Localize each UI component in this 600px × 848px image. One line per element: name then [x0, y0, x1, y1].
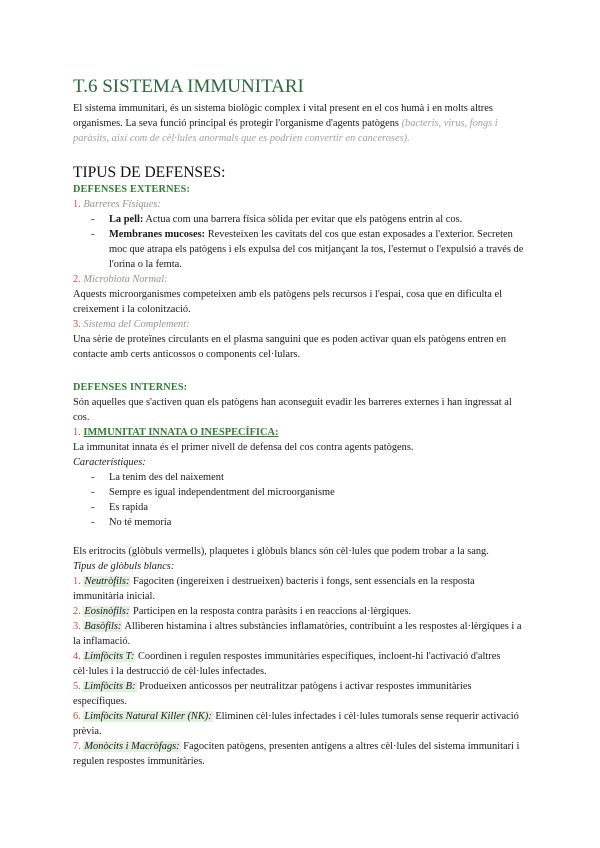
item-number: 3.: [73, 621, 81, 632]
innate-immunity-text: La immunitat innata és el primer nivell de defensa del cos contra agents patògens.: [73, 442, 414, 453]
list-item: - Es rapida: [109, 500, 525, 515]
list-item-term: La pell:: [109, 214, 144, 225]
wbc-types-label: Tipus de glòbuls blancs:: [73, 561, 175, 572]
item-number: 2.: [73, 606, 81, 617]
list-item: - La tenim des del naixement: [109, 470, 525, 485]
wbc-name: Limfòcits T:: [84, 651, 135, 662]
wbc-item: [73, 709, 525, 739]
wbc-item: [73, 604, 525, 619]
wbc-name: Limfòcits B:: [84, 681, 136, 692]
item-number: 1.: [73, 199, 81, 210]
wbc-text: Participen en la resposta contra paràsits i en reaccions al·lèrgiques.: [133, 606, 411, 617]
item-title: Sistema del Complement:: [83, 319, 190, 330]
intro-paragraph: [73, 101, 525, 146]
wbc-item: [73, 574, 525, 604]
defenses-heading: TIPUS DE DEFENSES:: [73, 164, 226, 181]
item-number: 4.: [73, 651, 81, 662]
item-number: 2.: [73, 274, 81, 285]
physical-barriers-title: [73, 197, 525, 212]
list-item: [109, 212, 525, 227]
intro-text: El sistema immunitari, és un sistema biològic complex i vital present en el cos humà i en molts altres organismes. La seva funció principal és protegir l'organisme d'agents patògens: [73, 103, 493, 129]
item-number: 1.: [73, 576, 81, 587]
wbc-name: Monòcits i Macròfags:: [84, 741, 180, 752]
innate-immunity-title: [73, 425, 525, 440]
wbc-item: [73, 679, 525, 709]
wbc-name: Eosinòfils:: [84, 606, 130, 617]
internal-defenses-heading: DEFENSES INTERNES:: [73, 382, 188, 393]
wbc-item: [73, 739, 525, 769]
microbiota-title: [73, 272, 525, 287]
item-number: 1.: [73, 427, 81, 438]
wbc-name: Limfòcits Natural Killer (NK):: [84, 711, 212, 722]
document-content: [73, 75, 525, 769]
wbc-text: Alliberen histamina i altres substàncies inflamatòries, contribuint a les respostes al·lèrgiques i a la inflamació.: [73, 621, 522, 647]
wbc-text: Fagociten patògens, presenten antígens a altres cèl·lules del sistema immunitari i regulen respostes immunitàries.: [73, 741, 520, 767]
wbc-text: Eliminen cèl·lules infectades i cèl·lules tumorals sense requerir activació prèvia.: [73, 711, 519, 737]
item-number: 3.: [73, 319, 81, 330]
item-number: 6.: [73, 711, 81, 722]
complement-title: [73, 317, 525, 332]
item-number: 7.: [73, 741, 81, 752]
item-number: 5.: [73, 681, 81, 692]
page-title: T.6 SISTEMA IMMUNITARI: [73, 76, 304, 97]
characteristics-list: [73, 470, 525, 530]
item-title: Microbiota Normal:: [83, 274, 168, 285]
wbc-text: Fagociten (ingereixen i destrueixen) bacteris i fongs, sent essencials en la resposta immunitària inicial.: [73, 576, 475, 602]
physical-barriers-list: [73, 212, 525, 272]
list-item-text: Actua com una barrera física sòlida per evitar que els patògens entrin al cos.: [145, 214, 463, 225]
blood-cells-text: Els eritrocits (glòbuls vermells), plaquetes i glòbuls blancs són cèl·lules que podem trobar a la sang.: [73, 546, 489, 557]
wbc-item: [73, 619, 525, 649]
external-defenses-heading: DEFENSES EXTERNES:: [73, 184, 191, 195]
list-item: - No té memoria: [109, 515, 525, 530]
microbiota-text: Aquests microorganismes competeixen amb els patògens pels recursos i l'espai, cosa que en dificulta el creixement i la colonització.: [73, 289, 503, 315]
wbc-text: Coordinen i regulen respostes immunitàries específiques, incloent-hi l'activació d'altres cèl·lules i la destrucció de cèl·lules infectades.: [73, 651, 501, 677]
item-title: Barreres Físiques:: [83, 199, 161, 210]
characteristics-label: Característiques:: [73, 457, 146, 468]
wbc-item: [73, 649, 525, 679]
wbc-name: Basòfils:: [84, 621, 122, 632]
intro-aside: (bacteris, virus, fongs i paràsits, així com de cèl·lules anormals que es podrien convertir en canceroses).: [73, 118, 498, 144]
internal-intro: Són aquelles que s'activen quan els patògens han aconseguit evadir les barreres externes i han ingressat al cos.: [73, 397, 512, 423]
list-item: - Sempre es igual independentment del microorganisme: [109, 485, 525, 500]
wbc-text: Produeixen anticossos per neutralitzar patògens i activar respostes immunitàries específiques.: [73, 681, 472, 707]
wbc-name: Neutròfils:: [84, 576, 130, 587]
item-title: IMMUNITAT INNATA O INESPECÍFICA:: [83, 427, 279, 438]
list-item-text: Revesteixen les cavitats del cos que estan exposades a l'exterior. Secreten moc que atrapa els patògens i els expulsa del cos mitjançant la tos, l'esternut o l'expulsió a través de l'orina o la femta.: [109, 229, 524, 270]
complement-text: Una sèrie de proteïnes circulants en el plasma sanguini que es poden activar quan els patògens entren en contacte amb certs anticossos o components cel·lulars.: [73, 334, 507, 360]
list-item-term: Membranes mucoses:: [109, 229, 206, 240]
list-item: [109, 227, 525, 272]
